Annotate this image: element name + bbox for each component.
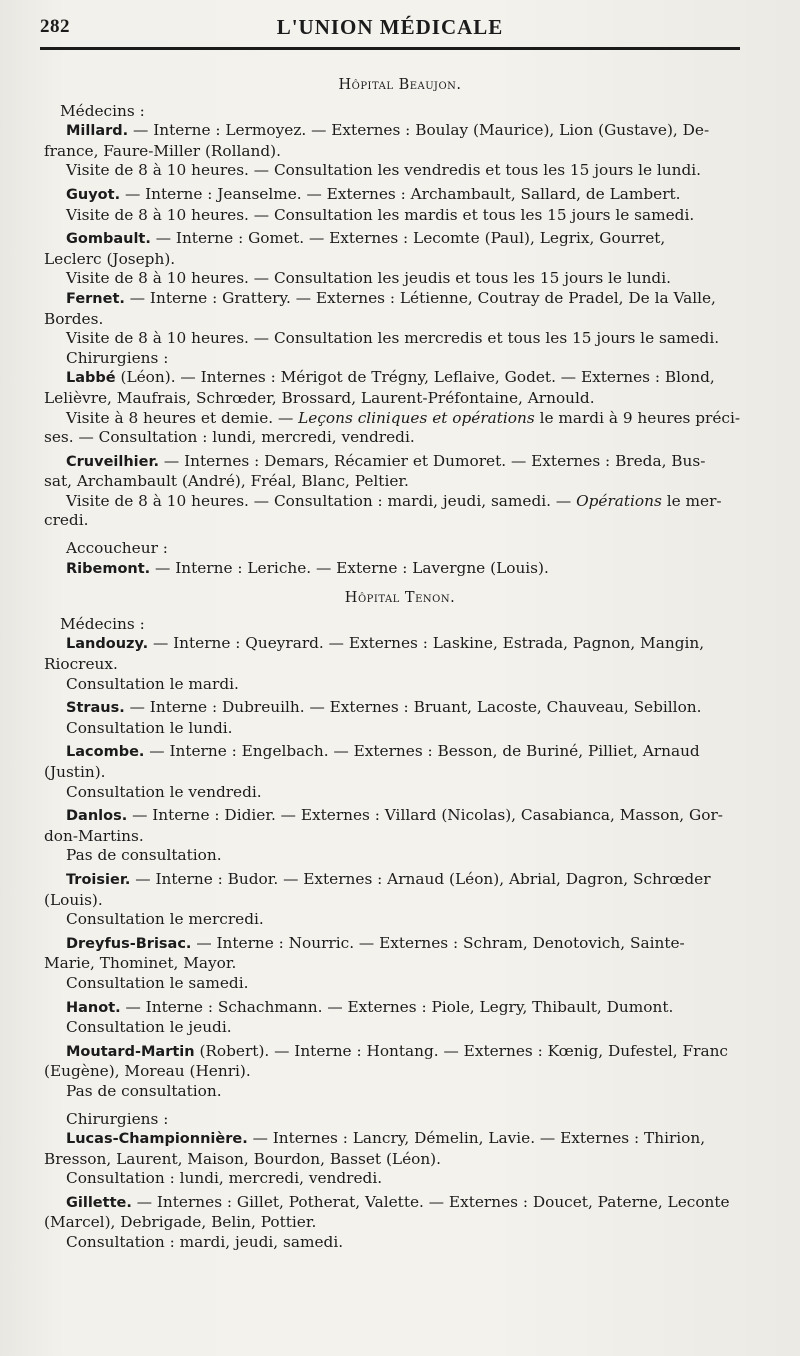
running-head: L'UNION MÉDICALE [276,15,504,39]
entry-text: — Internes : Demars, Récamier et Dumoret. — Externes : Breda, Bus- [159,451,706,470]
entry-name: Labbé [66,370,116,387]
entry-name: Guyot. [66,186,121,203]
entry-text: — Interne : Nourric. — Externes : Schram, Denotovich, Sainte- [191,933,685,952]
entry-text: Pas de consultation. [66,846,222,865]
entry-text: le mer- [661,491,722,510]
entry-text: Leclerc (Joseph). [44,249,176,268]
entry-text: (Eugène), Moreau (Henri). [44,1062,251,1081]
entry-text: france, Faure-Miller (Rolland). [44,141,282,160]
entry-text: Consultation : mardi, jeudi, samedi. [66,1233,344,1252]
entry-text: — Interne : Gomet. — Externes : Lecomte (Paul), Legrix, Gourret, [150,229,666,248]
entry-text: (Louis). [44,890,103,909]
entry-troisier [44,870,756,930]
entry-name: Ribemont. [66,560,151,577]
entry-text: — Interne : Leriche. — Externe : Lavergne (Louis). [150,558,549,577]
entry-moutard-martin [44,1042,756,1102]
entry-text: — Interne : Dubreuilh. — Externes : Bruant, Lacoste, Chauveau, Sebillon. [124,698,702,717]
page-body [44,76,756,1253]
page-header [40,10,740,44]
entry-text: (Léon). — Internes : Mérigot de Trégny, Leflaive, Godet. — Externes : Blond, [115,368,715,387]
entry-gombault [44,229,756,289]
entry-text: — Interne : Budor. — Externes : Arnaud (Léon), Abrial, Dagron, Schrœder [130,869,711,888]
entry-text: Visite de 8 à 10 heures. — Consultation les mardis et tous les 15 jours le samedi. [66,205,695,224]
entry-text: sat, Archambault (André), Fréal, Blanc, Peltier. [44,472,409,491]
entry-name: Hanot. [66,999,121,1016]
chirurgiens-label: Chirurgiens : [66,1109,169,1128]
entry-text: — Interne : Lermoyez. — Externes : Boulay (Maurice), Lion (Gustave), De- [128,121,710,140]
entry-text: — Interne : Engelbach. — Externes : Besson, de Buriné, Pilliet, Arnaud [144,742,700,761]
entry-text: ses. — Consultation : lundi, mercredi, vendredi. [44,428,415,447]
entry-text-italic: Opérations [576,491,662,510]
entry-landouzy [44,634,756,694]
entry-text: Lelièvre, Maufrais, Schrœder, Brossard, Laurent-Préfontaine, Arnould. [44,388,595,407]
entry-text: — Interne : Schachmann. — Externes : Piole, Legry, Thibault, Dumont. [120,997,674,1016]
entry-text: Visite de 8 à 10 heures. — Consultation les vendredis et tous les 15 jours le lundi. [66,161,702,180]
medecins-label: Médecins : [60,101,145,120]
entry-hanot [44,998,756,1038]
entry-danlos [44,806,756,866]
entry-name: Cruveilhier. [66,453,160,470]
entry-text: Consultation le mardi. [66,674,239,693]
section-title-tenon: Hôpital Tenon. [344,590,456,607]
entry-text: (Justin). [44,763,106,781]
entry-lucas-championniere [44,1129,756,1189]
entry-text: Consultation le samedi. [66,973,249,992]
entry-labbe [44,368,756,447]
entry-millard [44,121,756,181]
entry-text: le mardi à 9 heures préci- [534,408,741,427]
entry-text: Visite de 8 à 10 heures. — Consultation les mercredis et tous les 15 jours le samedi. [66,329,720,348]
header-rule [40,47,740,50]
entry-text: Consultation le lundi. [66,718,233,737]
entry-guyot [44,185,756,225]
page-number: 282 [40,16,70,37]
entry-text: — Interne : Queyrard. — Externes : Laskine, Estrada, Pagnon, Mangin, [148,634,705,653]
entry-name: Landouzy. [66,636,149,653]
entry-name: Dreyfus-Brisac. [66,935,192,952]
entry-name: Lucas-Championnière. [66,1131,248,1148]
entry-text: Visite de 8 à 10 heures. — Consultation : mardi, jeudi, samedi. — [66,491,577,510]
entry-text: Consultation le jeudi. [66,1018,232,1037]
entry-name: Danlos. [66,808,128,825]
entry-text: Consultation le vendredi. [66,782,262,801]
entry-text: credi. [44,511,89,530]
entry-name: Millard. [66,123,129,140]
entry-text: Riocreux. [44,655,118,674]
accoucheur-label: Accoucheur : [66,539,168,558]
entry-name: Lacombe. [66,744,145,761]
entry-text: Pas de consultation. [66,1081,222,1100]
entry-name: Troisier. [66,871,131,888]
entry-ribemont [44,559,756,580]
entry-lacombe [44,742,756,802]
entry-text-italic: Leçons cliniques et opérations [298,408,535,427]
entry-text: — Internes : Gillet, Potherat, Valette. — Externes : Doucet, Paterne, Leconte [131,1192,730,1211]
entry-name: Gombault. [66,231,151,248]
entry-text: — Interne : Jeanselme. — Externes : Archambault, Sallard, de Lambert. [120,184,681,203]
entry-text: Visite de 8 à 10 heures. — Consultation les jeudis et tous les 15 jours le lundi. [66,269,671,288]
medecins-label: Médecins : [60,614,145,633]
entry-name: Straus. [66,700,125,717]
entry-text: — Interne : Didier. — Externes : Villard (Nicolas), Casabianca, Masson, Gor- [127,806,723,825]
chirurgiens-label: Chirurgiens : [66,348,169,367]
entry-text: Bresson, Laurent, Maison, Bourdon, Basset (Léon). [44,1149,442,1168]
entry-text: — Internes : Lancry, Démelin, Lavie. — Externes : Thirion, [247,1129,706,1148]
entry-text: Marie, Thominet, Mayor. [44,954,237,973]
entry-fernet [44,289,756,349]
entry-text: Visite à 8 heures et demie. — [66,408,299,427]
entry-name: Gillette. [66,1194,132,1211]
entry-text: don-Martins. [44,826,144,845]
entry-cruveilhier [44,452,756,531]
entry-name: Fernet. [66,290,125,307]
entry-straus [44,698,756,738]
entry-text: Consultation : lundi, mercredi, vendredi. [66,1169,383,1188]
entry-text: (Robert). — Interne : Hontang. — Externes : Kœnig, Dufestel, Franc [194,1041,728,1060]
section-title-beaujon: Hôpital Beaujon. [338,77,462,93]
entry-text: Bordes. [44,309,104,328]
entry-text: (Marcel), Debrigade, Belin, Pottier. [44,1213,317,1232]
entry-text: Consultation le mercredi. [66,910,264,929]
entry-text: — Interne : Grattery. — Externes : Létienne, Coutray de Pradel, De la Valle, [124,288,716,307]
entry-dreyfus-brisac [44,934,756,994]
entry-gillette [44,1193,756,1253]
entry-name: Moutard-Martin [66,1043,195,1060]
